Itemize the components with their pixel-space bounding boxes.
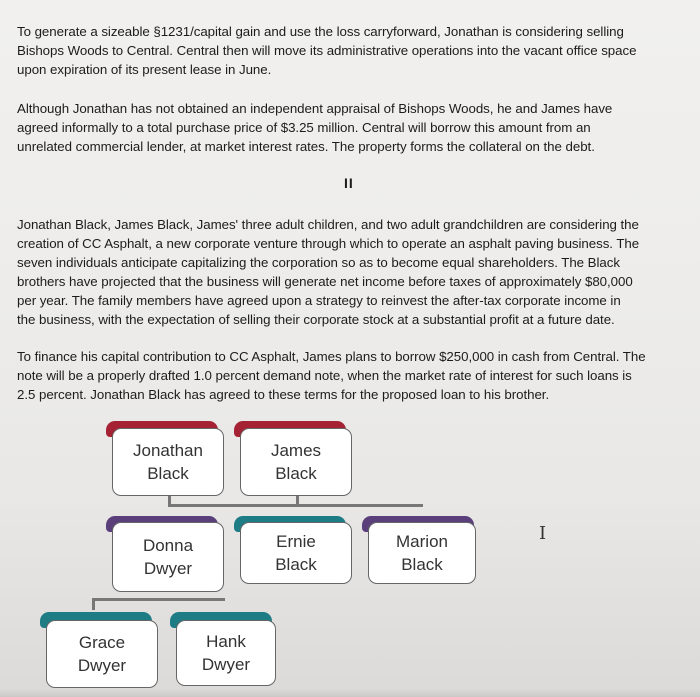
text-line: the business, with the expectation of selling their corporate stock at a substantial profit at a future date. xyxy=(17,312,615,327)
connector-line xyxy=(296,496,299,506)
last-name: Black xyxy=(147,464,189,483)
text-line: note will be a properly drafted 1.0 percent demand note, when the market rate of interest for such loans is xyxy=(17,368,632,383)
text-line: agreed informally to a total purchase price of $3.25 million. Central will borrow this amount from an xyxy=(17,120,591,135)
section-marker: II xyxy=(344,175,354,191)
first-name: Grace xyxy=(78,633,126,652)
last-name: Black xyxy=(275,464,317,483)
text-line: seven individuals anticipate capitalizing the corporation so as to become equal shareholders. The Black xyxy=(17,255,620,270)
person-grace-dwyer xyxy=(46,620,158,688)
person-hank-dwyer xyxy=(176,620,276,686)
text-line: per year. The family members have agreed upon a strategy to reinvest the after-tax corporate income in xyxy=(17,293,621,308)
last-name: Black xyxy=(275,555,317,574)
text-line: Jonathan Black, James Black, James' three adult children, and two adult grandchildren are considering the xyxy=(17,217,639,232)
paragraph-sale-of-bishops-woods xyxy=(17,22,685,79)
first-name: Marion xyxy=(396,532,448,551)
last-name: Dwyer xyxy=(77,656,127,675)
person-marion-black xyxy=(368,522,476,584)
first-name: Ernie xyxy=(276,532,316,551)
text-line: 2.5 percent. Jonathan Black has agreed to these terms for the proposed loan to his brother. xyxy=(17,387,550,402)
last-name: Dwyer xyxy=(143,559,193,578)
text-cursor-icon: I xyxy=(539,523,547,544)
text-line: creation of CC Asphalt, a new corporate venture through which to operate an asphalt paving business. The xyxy=(17,236,640,251)
text-line: unrelated commercial lender, at market interest rates. The property forms the collateral on the debt. xyxy=(17,139,595,154)
text-line: brothers have projected that the business will generate net income before taxes of approximately $80,000 xyxy=(17,274,633,289)
person-james-black xyxy=(240,428,352,496)
first-name: Hank xyxy=(206,632,246,651)
paragraph-purchase-price xyxy=(17,99,685,156)
last-name: Black xyxy=(401,555,443,574)
last-name: Dwyer xyxy=(201,655,251,674)
person-jonathan-black xyxy=(112,428,224,496)
text-line: upon expiration of its present lease in June. xyxy=(17,62,272,77)
page-shadow xyxy=(0,689,700,697)
paragraph-loan-terms xyxy=(17,347,685,404)
text-line: Although Jonathan has not obtained an independent appraisal of Bishops Woods, he and James have xyxy=(17,101,613,116)
paragraph-cc-asphalt xyxy=(17,215,685,329)
first-name: Donna xyxy=(142,536,194,555)
text-line: To finance his capital contribution to CC Asphalt, James plans to borrow $250,000 in cash from Central. The xyxy=(17,349,646,364)
connector-line xyxy=(92,598,225,601)
text-line: To generate a sizeable §1231/capital gain and use the loss carryforward, Jonathan is considering selling xyxy=(17,24,624,39)
person-ernie-black xyxy=(240,522,352,584)
first-name: James xyxy=(270,441,322,460)
person-donna-dwyer xyxy=(112,522,224,592)
text-line: Bishops Woods to Central. Central then will move its administrative operations into the vacant office space xyxy=(17,43,637,58)
first-name: Jonathan xyxy=(133,441,203,460)
